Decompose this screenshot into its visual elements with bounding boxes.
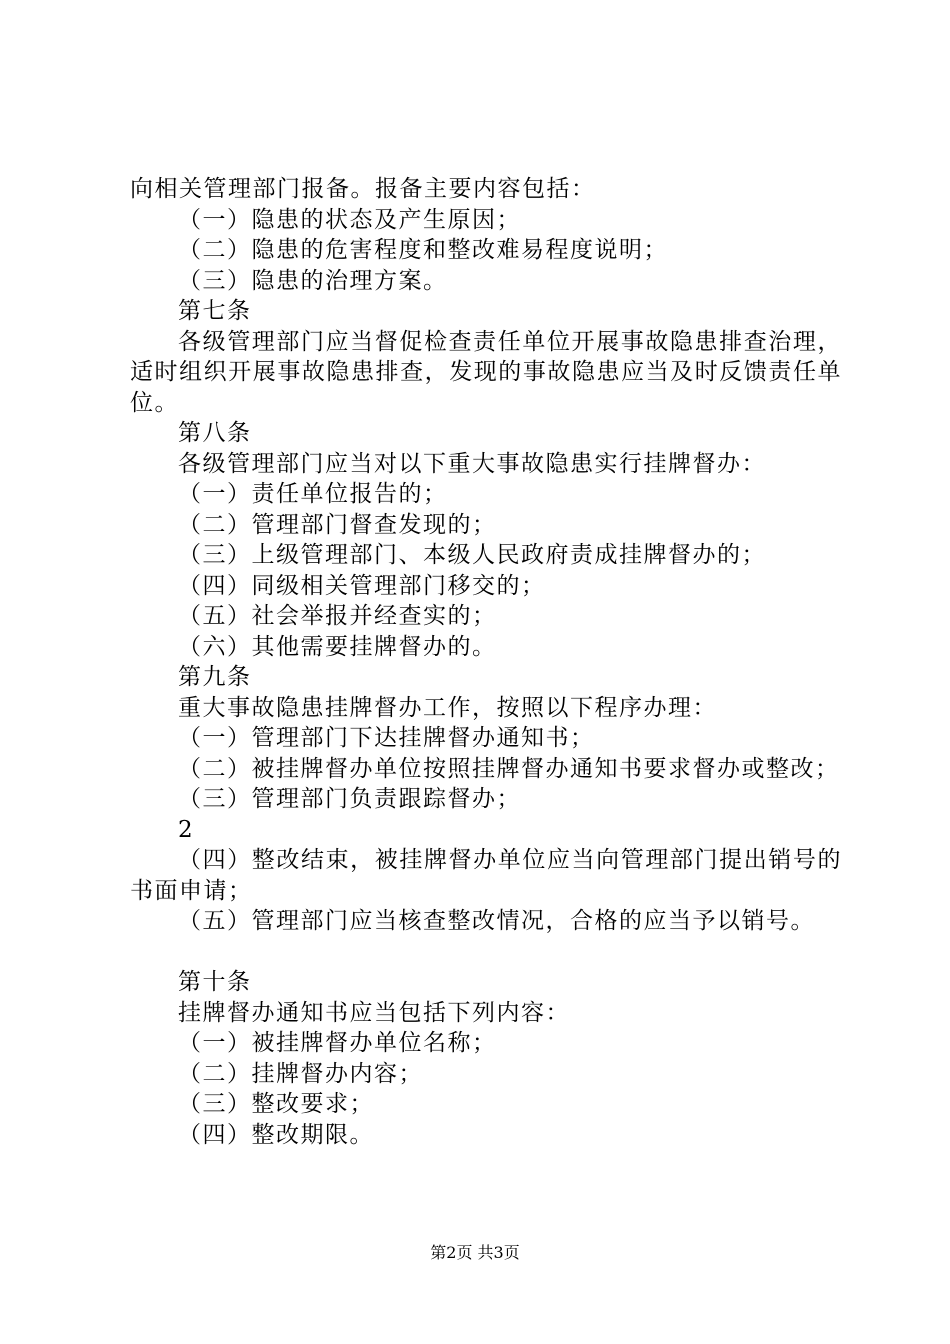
text-line: 向相关管理部门报备。报备主要内容包括： (130, 176, 596, 202)
list-item: （五）管理部门应当核查整改情况，合格的应当予以销号。 (178, 908, 815, 934)
list-item: （一）管理部门下达挂牌督办通知书； (178, 725, 595, 751)
blank-line (130, 937, 842, 968)
list-item: （三）整改要求； (178, 1091, 374, 1117)
paragraph: （二）被挂牌督办单位按照挂牌督办通知书要求督办或整改； (178, 755, 840, 782)
paragraph: （四）整改结束，被挂牌督办单位应当向管理部门提出销号的书面申请； (130, 847, 842, 904)
list-item: （二）隐患的危害程度和整改难易程度说明； (178, 237, 668, 263)
list-item: （二）挂牌督办内容； (178, 1060, 423, 1087)
list-item: （三）隐患的治理方案。 (178, 267, 448, 294)
paragraph: 各级管理部门应当督促检查责任单位开展事故隐患排查治理，适时组织开展事故隐患排查，发现的事故隐患应当及时反馈责任单位。 (130, 328, 842, 416)
page-footer: 第2页 共3页 (430, 1243, 520, 1262)
article-heading: 第七条 (178, 298, 252, 324)
list-item: （三）管理部门负责跟踪督办； (178, 786, 521, 812)
text-line: 挂牌督办通知书应当包括下列内容： (178, 999, 570, 1026)
list-item: （四）整改期限。 (178, 1121, 374, 1148)
list-item: （六）其他需要挂牌督办的。 (178, 633, 497, 660)
list-item: （一）责任单位报告的； (178, 481, 448, 507)
article-heading: 第八条 (178, 420, 252, 446)
text-line: 重大事故隐患挂牌督办工作，按照以下程序办理： (178, 694, 717, 721)
article-heading: 第十条 (178, 969, 252, 995)
article-heading: 第九条 (178, 664, 252, 690)
list-item: （五）社会举报并经查实的； (178, 603, 497, 629)
page-number-inline: 2 (178, 816, 195, 843)
list-item: （四）同级相关管理部门移交的； (178, 572, 546, 599)
list-item: （一）被挂牌督办单位名称； (178, 1030, 497, 1056)
list-item: （三）上级管理部门、本级人民政府责成挂牌督办的； (178, 542, 766, 568)
list-item: （一）隐患的状态及产生原因； (178, 206, 521, 233)
document-body (130, 174, 842, 1150)
text-line: 各级管理部门应当对以下重大事故隐患实行挂牌督办： (178, 450, 766, 477)
list-item: （二）管理部门督查发现的； (178, 511, 497, 538)
